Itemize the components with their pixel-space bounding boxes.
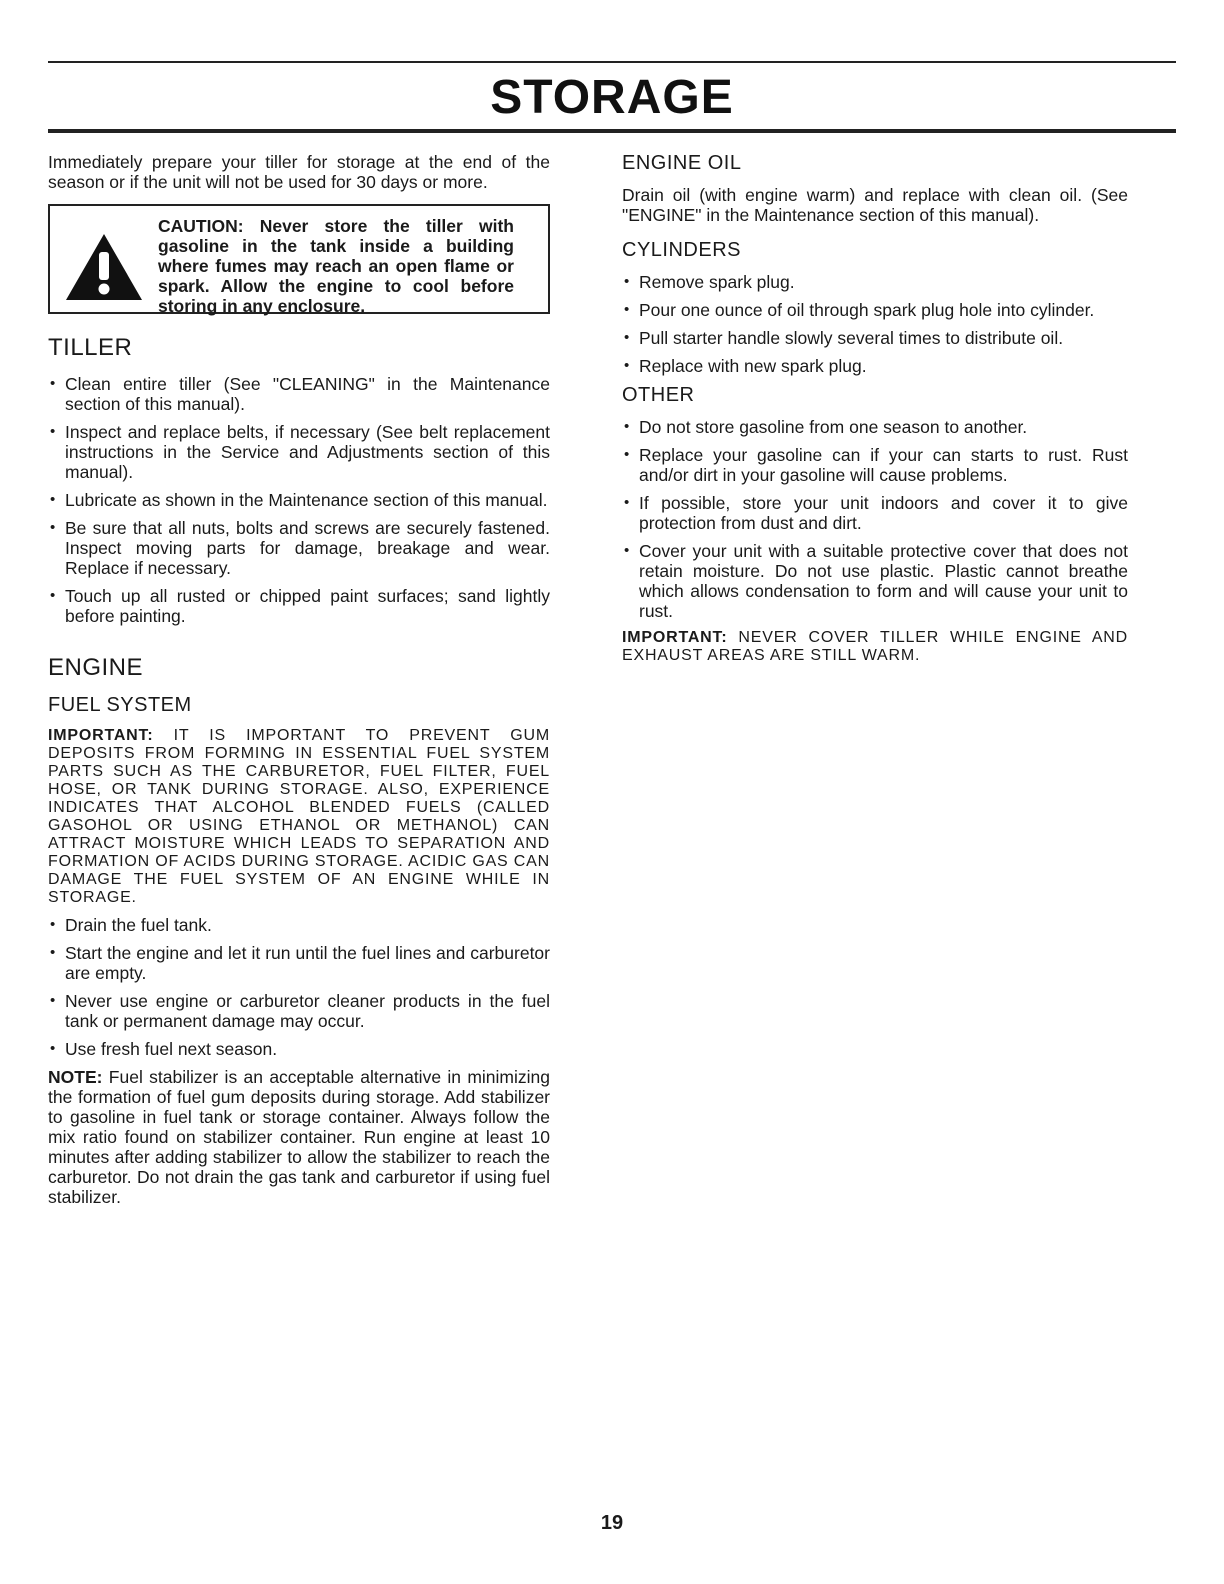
list-item xyxy=(622,300,1128,320)
list-item-text: If possible, store your unit indoors and cover it to give protection from dust and dirt. xyxy=(639,493,1128,533)
bullet-icon: • xyxy=(624,301,630,318)
list-item-text: Start the engine and let it run until the fuel lines and carburetor are empty. xyxy=(65,943,550,983)
note-label: NOTE: xyxy=(48,1067,103,1087)
list-item-text: Pour one ounce of oil through spark plug hole into cylinder. xyxy=(639,300,1095,320)
list-item-text: Do not store gasoline from one season to another. xyxy=(639,417,1028,437)
fuel-system-heading: FUEL SYSTEM xyxy=(48,694,192,716)
left-column xyxy=(48,152,550,1207)
other-important-label: IMPORTANT: xyxy=(622,629,728,646)
list-item xyxy=(622,328,1128,348)
note-text: Fuel stabilizer is an acceptable alternative in minimizing the formation of fuel gum deposits during storage. Add stabilizer to gasoline in fuel tank or storage container. Always follow the mix ratio found on stabilizer container. Run engine at least 10 minutes after adding stabilizer to allow the stabilizer to reach the carburetor. Do not drain the gas tank and carburetor if using fuel stabilizer. xyxy=(48,1067,550,1207)
list-item-text: Drain the fuel tank. xyxy=(65,915,212,935)
list-item xyxy=(48,943,550,983)
list-item xyxy=(48,1039,550,1059)
list-item xyxy=(622,493,1128,533)
bullet-icon: • xyxy=(624,446,630,463)
list-item xyxy=(48,374,550,414)
caution-text: Never store the tiller with gasoline in the tank inside a building where fumes may reach an open flame or spark. Allow the engine to cool before storing in any enclosure. xyxy=(158,216,514,316)
list-item-text: Inspect and replace belts, if necessary (See belt replacement instructions in the Service and Adjustments section of this manual). xyxy=(65,422,550,482)
bullet-icon: • xyxy=(50,587,56,604)
caution-text-block xyxy=(158,216,514,316)
other-important-paragraph xyxy=(622,629,1128,665)
bullet-icon: • xyxy=(50,916,56,933)
bullet-icon: • xyxy=(50,944,56,961)
engine-heading: ENGINE xyxy=(48,654,144,681)
bullet-icon: • xyxy=(624,494,630,511)
page-number: 19 xyxy=(600,1512,624,1534)
tiller-list xyxy=(48,374,550,626)
fuel-important-paragraph xyxy=(48,727,550,907)
warning-icon xyxy=(64,232,144,302)
list-item-text: Use fresh fuel next season. xyxy=(65,1039,278,1059)
engine-oil-heading: ENGINE OIL xyxy=(622,152,742,174)
tiller-heading: TILLER xyxy=(48,334,133,361)
cylinders-list xyxy=(622,272,1128,376)
other-important-text: NEVER COVER TILLER WHILE ENGINE AND EXHAUST AREAS ARE STILL WARM. xyxy=(622,629,1129,664)
bullet-icon: • xyxy=(624,418,630,435)
list-item xyxy=(48,991,550,1031)
list-item-text: Replace with new spark plug. xyxy=(639,356,867,376)
bullet-icon: • xyxy=(624,542,630,559)
bullet-icon: • xyxy=(624,357,630,374)
bullet-icon: • xyxy=(50,519,56,536)
other-heading: OTHER xyxy=(622,384,695,406)
bullet-icon: • xyxy=(624,329,630,346)
list-item xyxy=(48,422,550,482)
list-item xyxy=(48,586,550,626)
bullet-icon: • xyxy=(50,375,56,392)
list-item xyxy=(622,272,1128,292)
bullet-icon: • xyxy=(50,423,56,440)
list-item xyxy=(622,541,1128,621)
list-item-text: Replace your gasoline can if your can starts to rust. Rust and/or dirt in your gasoline will cause problems. xyxy=(639,445,1128,485)
list-item-text: Never use engine or carburetor cleaner products in the fuel tank or permanent damage may occur. xyxy=(65,991,550,1031)
bullet-icon: • xyxy=(50,992,56,1009)
list-item-text: Clean entire tiller (See "CLEANING" in the Maintenance section of this manual). xyxy=(65,374,550,414)
header-rule-top xyxy=(48,61,1176,63)
list-item xyxy=(622,445,1128,485)
fuel-system-list xyxy=(48,915,550,1059)
list-item-text: Remove spark plug. xyxy=(639,272,795,292)
bullet-icon: • xyxy=(50,491,56,508)
engine-oil-text: Drain oil (with engine warm) and replace with clean oil. (See "ENGINE" in the Maintenance section of this manual). xyxy=(622,185,1128,225)
list-item xyxy=(48,915,550,935)
list-item xyxy=(48,518,550,578)
right-column xyxy=(622,152,1128,673)
page-title: STORAGE xyxy=(490,71,734,124)
caution-box xyxy=(48,204,550,314)
list-item-text: Pull starter handle slowly several times to distribute oil. xyxy=(639,328,1064,348)
list-item xyxy=(622,417,1128,437)
caution-label: CAUTION: xyxy=(158,216,244,236)
cylinders-heading: CYLINDERS xyxy=(622,239,741,261)
list-item-text: Lubricate as shown in the Maintenance section of this manual. xyxy=(65,490,548,510)
list-item-text: Be sure that all nuts, bolts and screws are securely fastened. Inspect moving parts for damage, breakage and wear. Replace if necessary. xyxy=(65,518,550,578)
bullet-icon: • xyxy=(624,273,630,290)
intro-paragraph: Immediately prepare your tiller for storage at the end of the season or if the unit will not be used for 30 days or more. xyxy=(48,152,550,192)
list-item xyxy=(48,490,550,510)
other-list xyxy=(622,417,1128,621)
list-item-text: Touch up all rusted or chipped paint surfaces; sand lightly before painting. xyxy=(65,586,550,626)
fuel-important-text: IT IS IMPORTANT TO PREVENT GUM DEPOSITS FROM FORMING IN ESSENTIAL FUEL SYSTEM PARTS SUCH AS THE CARBURETOR, FUEL FILTER, FUEL HOSE, OR TANK DURING STORAGE. ALSO, EXPERIENCE INDICATES THAT ALCOHOL BLENDED FUELS (CALLED GASOHOL OR USING ETHANOL OR METHANOL) CAN ATTRACT MOISTURE WHICH LEADS TO SEPARATION AND FORMATION OF ACIDS DURING STORAGE. ACIDIC GAS CAN DAMAGE THE FUEL SYSTEM OF AN ENGINE WHILE IN STORAGE. xyxy=(48,727,550,906)
note-paragraph xyxy=(48,1067,550,1207)
header-rule-bottom xyxy=(48,129,1176,133)
list-item-text: Cover your unit with a suitable protective cover that does not retain moisture. Do not use plastic. Plastic cannot breathe which allows condensation to form and will cause your unit to rust. xyxy=(639,541,1128,621)
fuel-important-label: IMPORTANT: xyxy=(48,727,154,744)
bullet-icon: • xyxy=(50,1040,56,1057)
list-item xyxy=(622,356,1128,376)
